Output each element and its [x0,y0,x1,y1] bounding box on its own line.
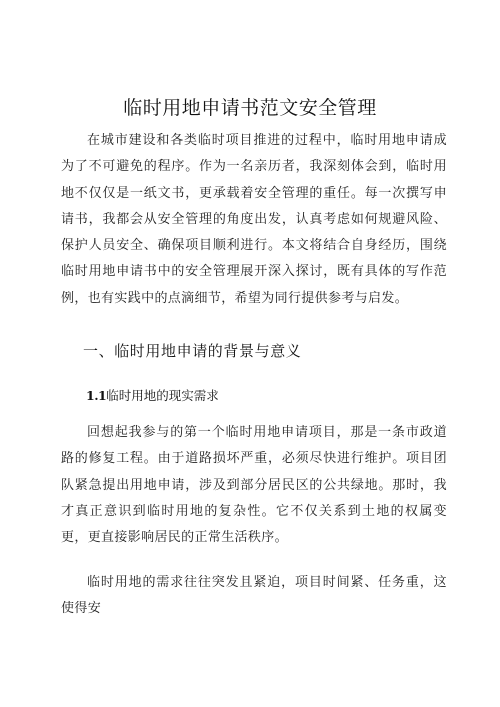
subsection-number: 1.1 [86,388,107,403]
section-heading: 一、临时用地申请的背景与意义 [83,342,302,360]
intro-paragraph: 在城市建设和各类临时项目推进的过程中，临时用地申请成为了不可避免的程序。作为一名亲历者，我深刻体会到，临时用地不仅仅是一纸文书，更承载着安全管理的重任。每一次撰写申请书，我都会从安全管理的角度出发，认真考虑如何规避风险、保护人员安全、确保项目顺利进行。本文将结合自身经历，围绕临时用地申请书中的安全管理展开深入探讨，既有具体的写作范例，也有实践中的点滴细节，希望为同行提供参考与启发。 [61,133,447,306]
document-title: 临时用地申请书范文安全管理 [123,97,377,119]
body-paragraph: 回想起我参与的第一个临时用地申请项目，那是一条市政道路的修复工程。由于道路损坏严重，必须尽快进行维护。项目团队紧急提出用地申请，涉及到部分居民区的公共绿地。那时，我才真正意识到临时用地的复杂性。它不仅关系到土地的权属变更，更直接影响居民的正常生活秩序。 [61,425,447,546]
body-paragraph: 临时用地的需求往往突发且紧迫，项目时间紧、任务重，这使得安 [61,575,447,617]
subsection-title: 临时用地的现实需求 [106,388,219,403]
subsection-heading [86,386,219,404]
